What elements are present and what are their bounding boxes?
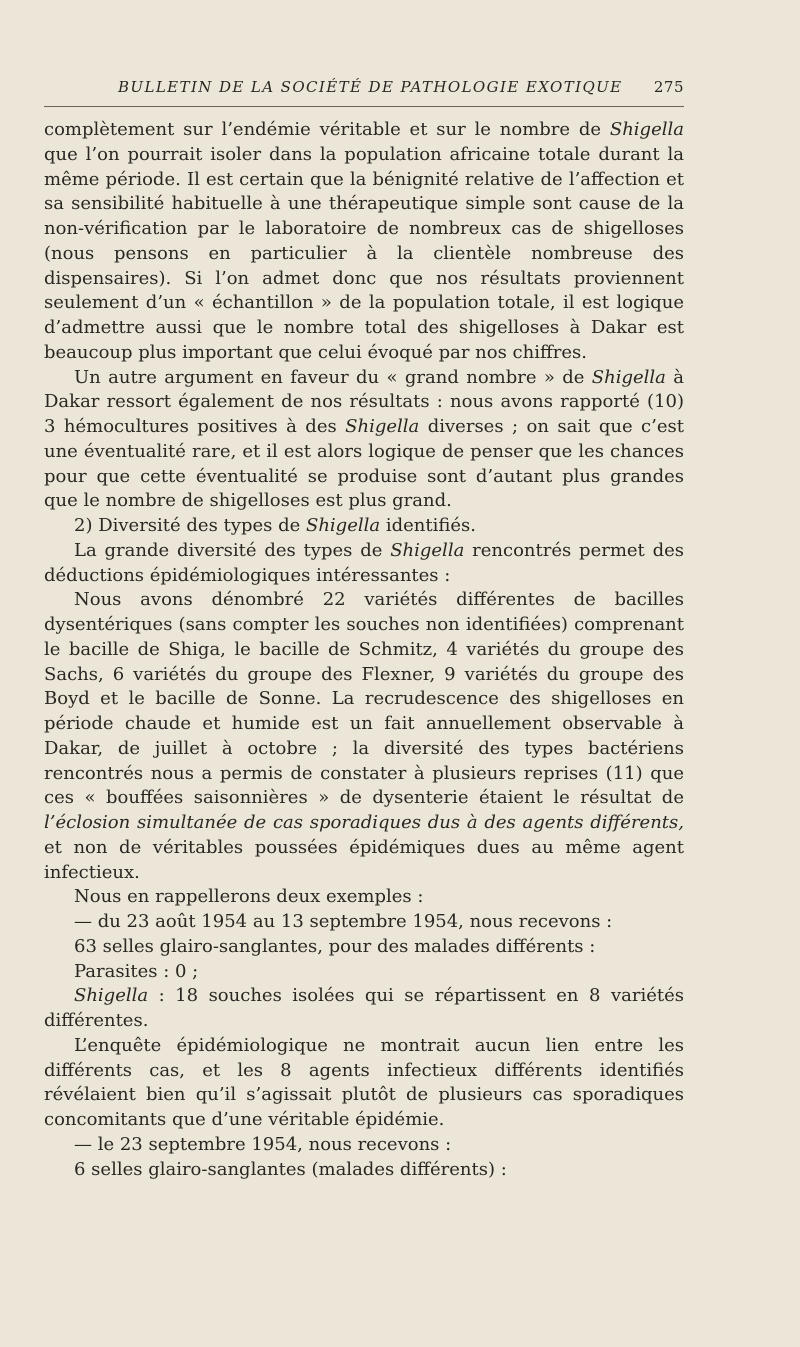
list-item: Shigella : 18 souches isolées qui se répartissent en 8 variétés différentes. (44, 985, 684, 1031)
paragraph: complètement sur l’endémie véritable et sur le nombre de Shigella que l’on pourrait isoler dans la population africaine totale durant la même période. Il est certain que la bénignité relative de l’affection et sa sensibilité habituelle à une thérapeutique simple sont cause de la non-vérification par le laboratoire de nombreux cas de shigelloses (nous pensons en particulier à la clientèle nombreuse des dispensaires). Si l’on admet donc que nos résultats proviennent seulement d’un « échantillon » de la population totale, il est logique d’admettre aussi que le nombre total des shigelloses à Dakar est beaucoup plus important que celui évoqué par nos chiffres. (44, 119, 684, 363)
paragraph: Nous en rappellerons deux exemples : (74, 886, 424, 908)
list-item: 6 selles glairo-sanglantes (malades différents) : (74, 1158, 507, 1180)
body-text (44, 118, 684, 1182)
paragraph: Un autre argument en faveur du « grand nombre » de Shigella à Dakar ressort également de nos résultats : nous avons rapporté (10) 3 hémocultures positives à des Shigella diverses ; on sait que c’est une éventualité rare, et il est alors logique de penser que les chances pour que cette éventualité se produise sont d’autant plus grandes que le nombre de shigelloses est plus grand. (44, 366, 685, 512)
list-item: — du 23 août 1954 au 13 septembre 1954, nous recevons : (74, 911, 613, 932)
list-item: — le 23 septembre 1954, nous recevons : (74, 1133, 452, 1155)
paragraph: L’enquête épidémiologique ne montrait aucun lien entre les différents cas, et les 8 agents infectieux différents identifiés révélaient bien qu’il s’agissait plutôt de plusieurs cas sporadiques concomitants que d’une véritable épidémie. (44, 1034, 684, 1130)
list-item: Parasites : 0 ; (74, 960, 199, 982)
page-header (44, 76, 684, 107)
list-item: 63 selles glairo-sanglantes, pour des malades différents : (74, 935, 596, 957)
paragraph: Nous avons dénombré 22 variétés différentes de bacilles dysentériques (sans compter les souches non identifiées) comprenant le bacille de Shiga, le bacille de Schmitz, 4 variétés du groupe des Sachs, 6 variétés du groupe des Flexner, 9 variétés du groupe des Boyd et le bacille de Sonne. La recrudescence des shigelloses en période chaude et humide est un fait annuellement observable à Dakar, de juillet à octobre ; la diversité des types bactériens rencontrés nous a permis de constater à plusieurs reprises (11) que ces « bouffées saisonnières » de dysenterie étaient le résultat de l’éclosion simultanée de cas sporadiques dus à des agents différents, et non de véritables poussées épidémiques dues au même agent infectieux. (44, 589, 684, 883)
paragraph: La grande diversité des types de Shigella rencontrés permet des déductions épidémiologiques intéressantes : (44, 539, 685, 586)
section-heading: 2) Diversité des types de Shigella identifiés. (74, 515, 476, 536)
page-number: 275 (653, 78, 684, 96)
running-title: BULLETIN DE LA SOCIÉTÉ DE PATHOLOGIE EXOTIQUE (118, 78, 623, 96)
